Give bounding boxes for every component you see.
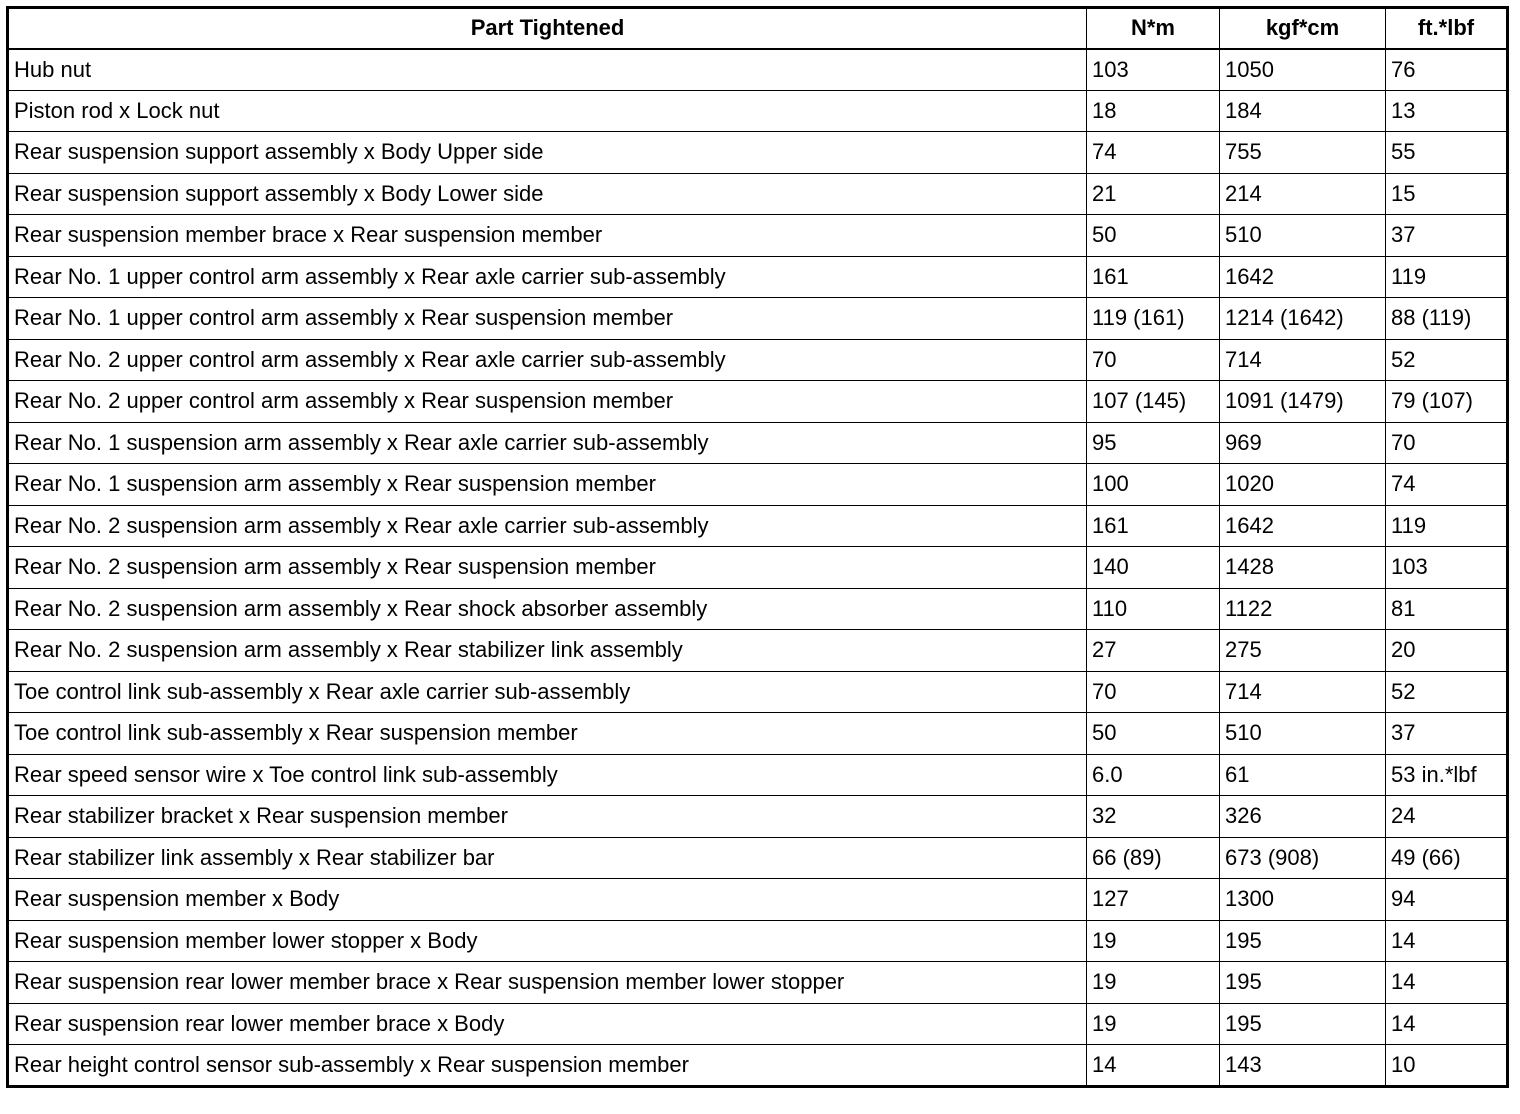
nm-cell: 50 — [1087, 713, 1220, 755]
nm-cell: 107 (145) — [1087, 381, 1220, 423]
nm-cell: 161 — [1087, 505, 1220, 547]
table-row — [8, 920, 1508, 962]
ft-lbf-cell: 14 — [1386, 1003, 1508, 1045]
kgf-cm-cell: 755 — [1220, 132, 1386, 174]
table-row — [8, 173, 1508, 215]
table-row — [8, 381, 1508, 423]
kgf-cm-cell: 195 — [1220, 1003, 1386, 1045]
nm-cell: 70 — [1087, 339, 1220, 381]
ft-lbf-cell: 37 — [1386, 713, 1508, 755]
table-row — [8, 505, 1508, 547]
table-header-row — [8, 8, 1508, 49]
nm-cell: 32 — [1087, 796, 1220, 838]
ft-lbf-cell: 81 — [1386, 588, 1508, 630]
part-cell: Rear No. 1 upper control arm assembly x Rear axle carrier sub-assembly — [8, 256, 1087, 298]
kgf-cm-cell: 510 — [1220, 713, 1386, 755]
nm-cell: 18 — [1087, 90, 1220, 132]
header-ft-lbf: ft.*lbf — [1386, 8, 1508, 49]
table-row — [8, 796, 1508, 838]
part-cell: Piston rod x Lock nut — [8, 90, 1087, 132]
kgf-cm-cell: 1122 — [1220, 588, 1386, 630]
part-cell: Rear No. 1 suspension arm assembly x Rear suspension member — [8, 464, 1087, 506]
ft-lbf-cell: 76 — [1386, 49, 1508, 91]
ft-lbf-cell: 14 — [1386, 962, 1508, 1004]
kgf-cm-cell: 1214 (1642) — [1220, 298, 1386, 340]
nm-cell: 95 — [1087, 422, 1220, 464]
nm-cell: 21 — [1087, 173, 1220, 215]
part-cell: Rear No. 2 suspension arm assembly x Rear shock absorber assembly — [8, 588, 1087, 630]
part-cell: Rear No. 2 upper control arm assembly x Rear suspension member — [8, 381, 1087, 423]
table-row — [8, 630, 1508, 672]
part-cell: Rear suspension rear lower member brace x Rear suspension member lower stopper — [8, 962, 1087, 1004]
kgf-cm-cell: 143 — [1220, 1045, 1386, 1087]
table-row — [8, 588, 1508, 630]
nm-cell: 161 — [1087, 256, 1220, 298]
ft-lbf-cell: 24 — [1386, 796, 1508, 838]
table-row — [8, 1003, 1508, 1045]
kgf-cm-cell: 195 — [1220, 920, 1386, 962]
part-cell: Rear suspension support assembly x Body Lower side — [8, 173, 1087, 215]
table-row — [8, 90, 1508, 132]
ft-lbf-cell: 13 — [1386, 90, 1508, 132]
nm-cell: 74 — [1087, 132, 1220, 174]
table-row — [8, 713, 1508, 755]
table-row — [8, 547, 1508, 589]
kgf-cm-cell: 195 — [1220, 962, 1386, 1004]
part-cell: Rear stabilizer bracket x Rear suspension member — [8, 796, 1087, 838]
part-cell: Toe control link sub-assembly x Rear axle carrier sub-assembly — [8, 671, 1087, 713]
ft-lbf-cell: 14 — [1386, 920, 1508, 962]
part-cell: Rear suspension support assembly x Body Upper side — [8, 132, 1087, 174]
part-cell: Rear No. 2 upper control arm assembly x Rear axle carrier sub-assembly — [8, 339, 1087, 381]
table-row — [8, 754, 1508, 796]
kgf-cm-cell: 1428 — [1220, 547, 1386, 589]
header-kgf-cm: kgf*cm — [1220, 8, 1386, 49]
table-row — [8, 464, 1508, 506]
header-part-tightened: Part Tightened — [8, 8, 1087, 49]
ft-lbf-cell: 53 in.*lbf — [1386, 754, 1508, 796]
table-row — [8, 132, 1508, 174]
nm-cell: 100 — [1087, 464, 1220, 506]
table-row — [8, 49, 1508, 91]
ft-lbf-cell: 52 — [1386, 671, 1508, 713]
nm-cell: 66 (89) — [1087, 837, 1220, 879]
part-cell: Rear speed sensor wire x Toe control link sub-assembly — [8, 754, 1087, 796]
ft-lbf-cell: 52 — [1386, 339, 1508, 381]
nm-cell: 19 — [1087, 1003, 1220, 1045]
nm-cell: 19 — [1087, 920, 1220, 962]
ft-lbf-cell: 94 — [1386, 879, 1508, 921]
kgf-cm-cell: 510 — [1220, 215, 1386, 257]
part-cell: Rear height control sensor sub-assembly x Rear suspension member — [8, 1045, 1087, 1087]
nm-cell: 103 — [1087, 49, 1220, 91]
ft-lbf-cell: 10 — [1386, 1045, 1508, 1087]
kgf-cm-cell: 1050 — [1220, 49, 1386, 91]
table-row — [8, 879, 1508, 921]
kgf-cm-cell: 1020 — [1220, 464, 1386, 506]
kgf-cm-cell: 1091 (1479) — [1220, 381, 1386, 423]
table-row — [8, 837, 1508, 879]
kgf-cm-cell: 969 — [1220, 422, 1386, 464]
nm-cell: 110 — [1087, 588, 1220, 630]
kgf-cm-cell: 184 — [1220, 90, 1386, 132]
kgf-cm-cell: 275 — [1220, 630, 1386, 672]
ft-lbf-cell: 37 — [1386, 215, 1508, 257]
table-row — [8, 339, 1508, 381]
part-cell: Rear No. 2 suspension arm assembly x Rear stabilizer link assembly — [8, 630, 1087, 672]
ft-lbf-cell: 55 — [1386, 132, 1508, 174]
table-row — [8, 215, 1508, 257]
kgf-cm-cell: 1642 — [1220, 505, 1386, 547]
ft-lbf-cell: 88 (119) — [1386, 298, 1508, 340]
ft-lbf-cell: 119 — [1386, 505, 1508, 547]
kgf-cm-cell: 1642 — [1220, 256, 1386, 298]
part-cell: Rear suspension member lower stopper x Body — [8, 920, 1087, 962]
table-row — [8, 422, 1508, 464]
part-cell: Hub nut — [8, 49, 1087, 91]
torque-specification-table — [6, 6, 1509, 1088]
part-cell: Rear suspension member x Body — [8, 879, 1087, 921]
ft-lbf-cell: 74 — [1386, 464, 1508, 506]
ft-lbf-cell: 103 — [1386, 547, 1508, 589]
ft-lbf-cell: 20 — [1386, 630, 1508, 672]
part-cell: Rear suspension member brace x Rear suspension member — [8, 215, 1087, 257]
ft-lbf-cell: 119 — [1386, 256, 1508, 298]
table-row — [8, 671, 1508, 713]
table-row — [8, 256, 1508, 298]
nm-cell: 140 — [1087, 547, 1220, 589]
ft-lbf-cell: 70 — [1386, 422, 1508, 464]
part-cell: Rear stabilizer link assembly x Rear stabilizer bar — [8, 837, 1087, 879]
part-cell: Rear No. 2 suspension arm assembly x Rear suspension member — [8, 547, 1087, 589]
table-row — [8, 298, 1508, 340]
kgf-cm-cell: 673 (908) — [1220, 837, 1386, 879]
header-newton-meter: N*m — [1087, 8, 1220, 49]
nm-cell: 19 — [1087, 962, 1220, 1004]
table-row — [8, 962, 1508, 1004]
table-row — [8, 1045, 1508, 1087]
nm-cell: 119 (161) — [1087, 298, 1220, 340]
part-cell: Rear No. 1 suspension arm assembly x Rear axle carrier sub-assembly — [8, 422, 1087, 464]
part-cell: Rear suspension rear lower member brace x Body — [8, 1003, 1087, 1045]
nm-cell: 27 — [1087, 630, 1220, 672]
part-cell: Rear No. 2 suspension arm assembly x Rear axle carrier sub-assembly — [8, 505, 1087, 547]
part-cell: Toe control link sub-assembly x Rear suspension member — [8, 713, 1087, 755]
kgf-cm-cell: 1300 — [1220, 879, 1386, 921]
part-cell: Rear No. 1 upper control arm assembly x Rear suspension member — [8, 298, 1087, 340]
nm-cell: 6.0 — [1087, 754, 1220, 796]
ft-lbf-cell: 79 (107) — [1386, 381, 1508, 423]
kgf-cm-cell: 714 — [1220, 339, 1386, 381]
kgf-cm-cell: 326 — [1220, 796, 1386, 838]
nm-cell: 50 — [1087, 215, 1220, 257]
kgf-cm-cell: 714 — [1220, 671, 1386, 713]
nm-cell: 14 — [1087, 1045, 1220, 1087]
nm-cell: 70 — [1087, 671, 1220, 713]
nm-cell: 127 — [1087, 879, 1220, 921]
kgf-cm-cell: 214 — [1220, 173, 1386, 215]
kgf-cm-cell: 61 — [1220, 754, 1386, 796]
ft-lbf-cell: 15 — [1386, 173, 1508, 215]
ft-lbf-cell: 49 (66) — [1386, 837, 1508, 879]
